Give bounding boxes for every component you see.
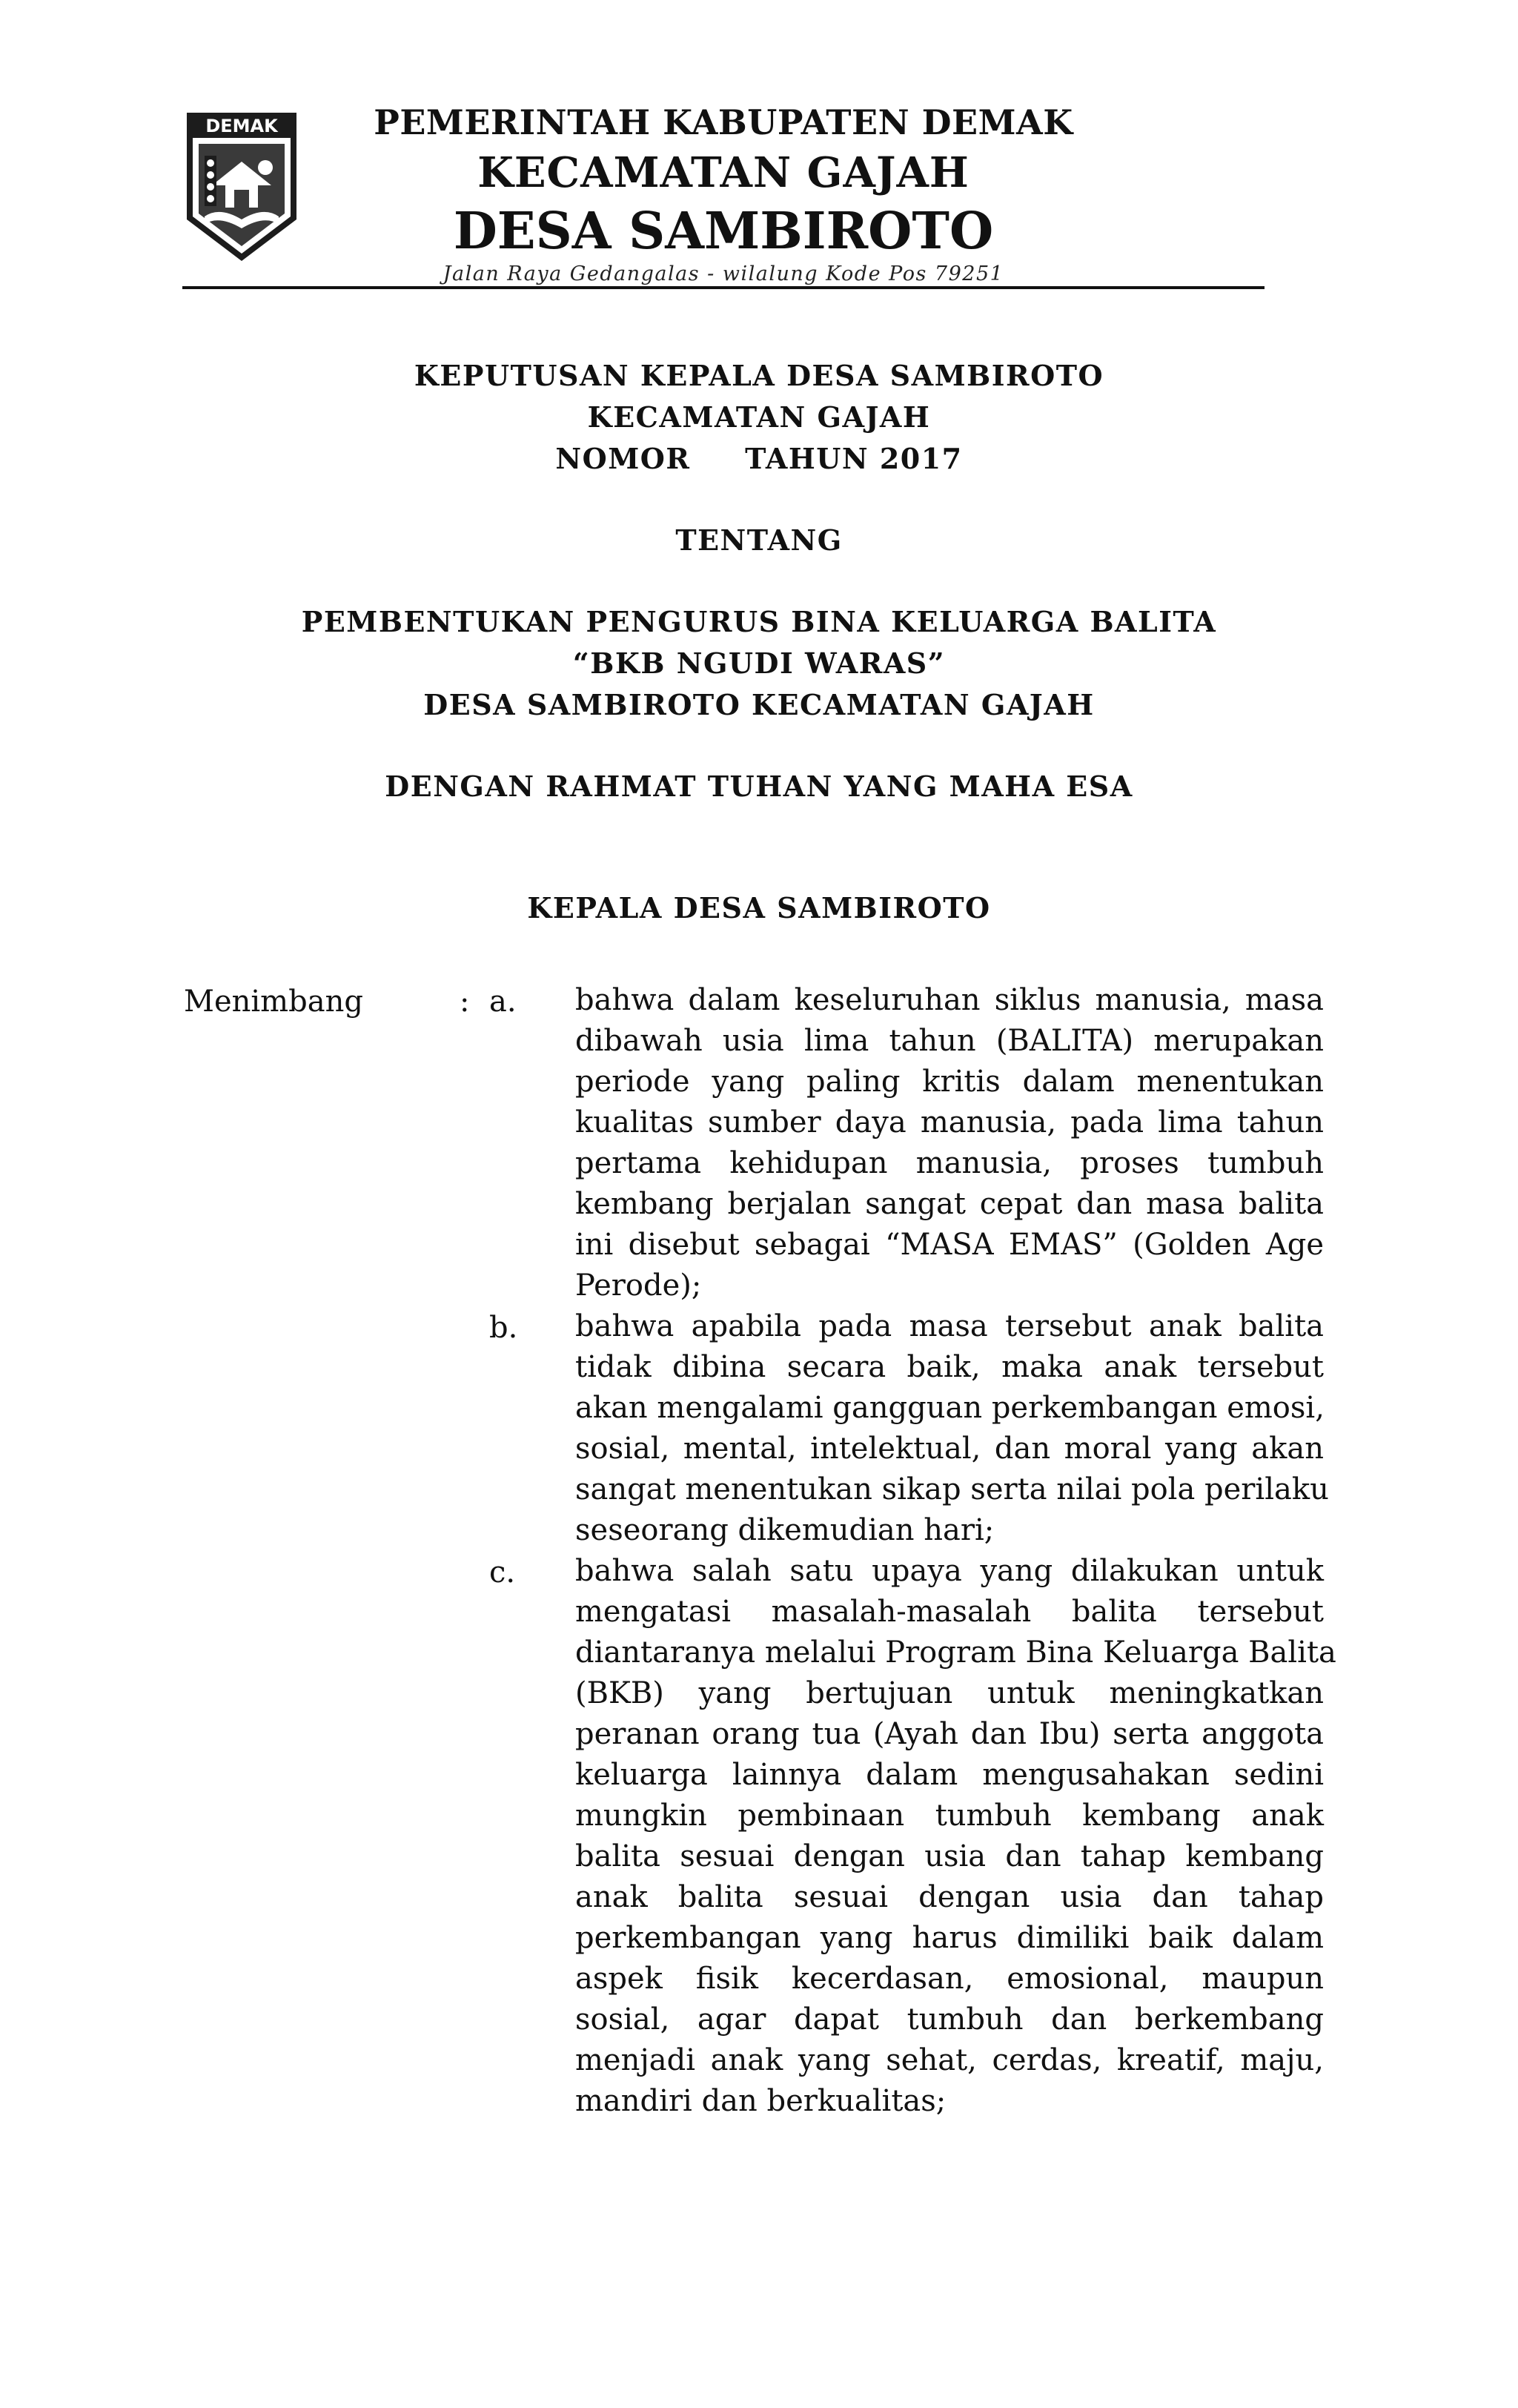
text-line: mungkin pembinaan tumbuh kembang anak	[575, 1799, 1324, 1833]
text-line: ini disebut sebagai “MASA EMAS” (Golden Age	[575, 1228, 1324, 1262]
text-line: peranan orang tua (Ayah dan Ibu) serta anggota	[575, 1717, 1324, 1751]
decree-number: NOMOR TAHUN 2017	[555, 442, 963, 475]
text-line: tidak dibina secara baik, maka anak tersebut	[575, 1350, 1324, 1384]
letterhead-divider	[182, 286, 1265, 289]
decree-subject-line1: PEMBENTUKAN PENGURUS BINA KELUARGA BALITA	[301, 605, 1217, 638]
text-line: diantaranya melalui Program Bina Keluarga Balita	[575, 1635, 1336, 1670]
text-line: periode yang paling kritis dalam menentukan	[575, 1065, 1324, 1099]
decree-tentang: TENTANG	[675, 523, 843, 557]
text-line: bahwa dalam keseluruhan siklus manusia, masa	[575, 983, 1324, 1017]
text-line: perkembangan yang harus dimiliki baik dalam	[575, 1921, 1324, 1955]
item-c-number: c.	[489, 1555, 516, 1590]
item-b-number: b.	[489, 1311, 518, 1345]
text-line: kualitas sumber daya manusia, pada lima tahun	[575, 1105, 1324, 1140]
text-line: keluarga lainnya dalam mengusahakan sedini	[575, 1758, 1324, 1792]
text-line: aspek fisik kecerdasan, emosional, maupun	[575, 1962, 1324, 1996]
text-line: seseorang dikemudian hari;	[575, 1513, 995, 1547]
text-line: anak balita sesuai dengan usia dan tahap	[575, 1880, 1324, 1914]
text-line: (BKB) yang bertujuan untuk meningkatkan	[575, 1676, 1324, 1710]
text-line: akan mengalami gangguan perkembangan emosi,	[575, 1391, 1325, 1425]
text-line: bahwa salah satu upaya yang dilakukan untuk	[575, 1554, 1324, 1588]
item-b-text	[575, 1306, 1329, 1551]
decree-subdistrict: KECAMATAN GAJAH	[587, 400, 931, 434]
letterhead-address: Jalan Raya Gedangalas - wilalung Kode Pos 79251	[443, 262, 1004, 285]
text-line: sosial, agar dapat tumbuh dan berkembang	[575, 2002, 1324, 2037]
decree-issuer: KEPALA DESA SAMBIROTO	[527, 891, 991, 924]
letterhead-subdistrict: KECAMATAN GAJAH	[477, 148, 970, 197]
text-line: bahwa apabila pada masa tersebut anak balita	[575, 1309, 1324, 1343]
text-line: balita sesuai dengan usia dan tahap kembang	[575, 1839, 1324, 1873]
menimbang-colon: :	[460, 985, 470, 1019]
text-line: pertama kehidupan manusia, proses tumbuh	[575, 1146, 1324, 1180]
item-c-text	[575, 1551, 1336, 2122]
decree-subject-line3: DESA SAMBIROTO KECAMATAN GAJAH	[423, 688, 1095, 721]
decree-title: KEPUTUSAN KEPALA DESA SAMBIROTO	[414, 359, 1104, 392]
text-line: mandiri dan berkualitas;	[575, 2084, 947, 2118]
letterhead-government: PEMERINTAH KABUPATEN DEMAK	[374, 102, 1073, 142]
decree-subject-line2: “BKB NGUDI WARAS”	[572, 646, 946, 680]
text-line: Perode);	[575, 1268, 702, 1303]
text-line: sosial, mental, intelektual, dan moral yang akan	[575, 1432, 1324, 1466]
letterhead-village: DESA SAMBIROTO	[453, 202, 994, 261]
text-line: kembang berjalan sangat cepat dan masa balita	[575, 1187, 1324, 1221]
item-a-number: a.	[489, 985, 517, 1019]
logo-text: DEMAK	[205, 116, 278, 136]
text-line: dibawah usia lima tahun (BALITA) merupakan	[575, 1024, 1324, 1058]
item-a-text	[575, 980, 1324, 1306]
text-line: mengatasi masalah-masalah balita tersebut	[575, 1595, 1324, 1629]
text-line: sangat menentukan sikap serta nilai pola perilaku	[575, 1472, 1329, 1506]
decree-invocation: DENGAN RAHMAT TUHAN YANG MAHA ESA	[385, 770, 1133, 803]
menimbang-label: Menimbang	[184, 985, 363, 1019]
text-line: menjadi anak yang sehat, cerdas, kreatif, maju,	[575, 2043, 1324, 2077]
